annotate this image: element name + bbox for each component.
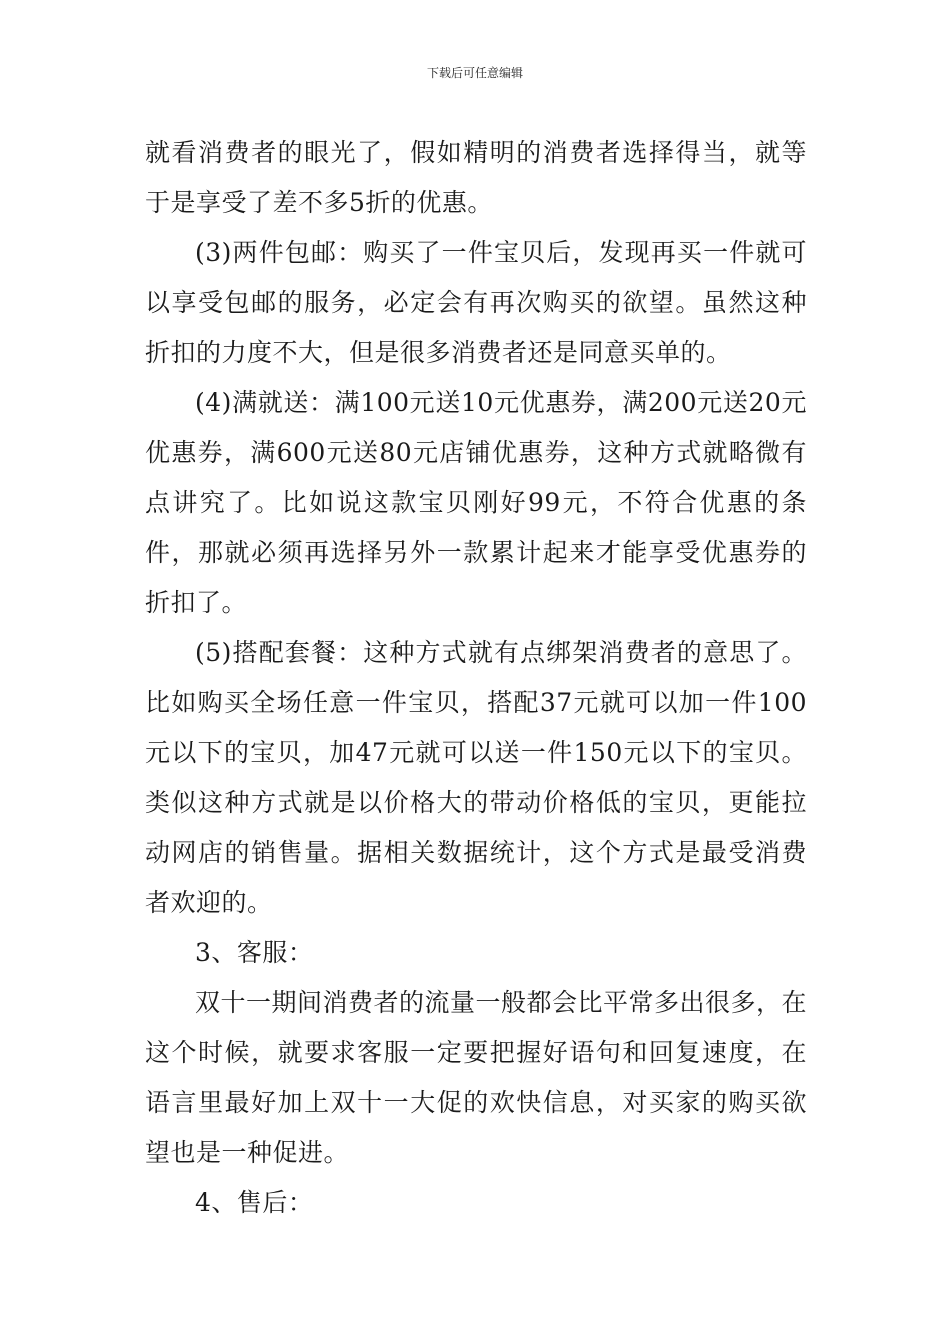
paragraph-continuation: 就看消费者的眼光了，假如精明的消费者选择得当，就等于是享受了差不多5折的优惠。 xyxy=(145,138,807,217)
page-header: 下载后可任意编辑 xyxy=(426,66,523,80)
paragraph-customer-service: 双十一期间消费者的流量一般都会比平常多出很多，在这个时候，就要求客服一定要把握好语句和回复速度，在语言里最好加上双十一大促的欢快信息，对买家的购买欲望也是一种促进。 xyxy=(145,988,808,1167)
document-body xyxy=(145,128,807,1228)
paragraph-bundle-package: (5)搭配套餐：这种方式就有点绑架消费者的意思了。比如购买全场任意一件宝贝，搭配37元就可以加一件100元以下的宝贝，加47元就可以送一件150元以下的宝贝。类似这种方式就是以价格大的带动价格低的宝贝，更能拉动网店的销售量。据相关数据统计，这个方式是最受消费者欢迎的。 xyxy=(145,638,807,917)
section-heading-customer-service: 3、客服： xyxy=(195,938,314,967)
paragraph-spend-and-get: (4)满就送：满100元送10元优惠券，满200元送20元优惠券，满600元送80元店铺优惠券，这种方式就略微有点讲究了。比如说这款宝贝刚好99元，不符合优惠的条件，那就必须再选择另外一款累计起来才能享受优惠券的折扣了。 xyxy=(145,388,807,617)
paragraph-two-items-free-shipping: (3)两件包邮：购买了一件宝贝后，发现再买一件就可以享受包邮的服务，必定会有再次购买的欲望。虽然这种折扣的力度不大，但是很多消费者还是同意买单的。 xyxy=(145,238,807,367)
section-heading-after-sales: 4、售后： xyxy=(195,1188,314,1217)
